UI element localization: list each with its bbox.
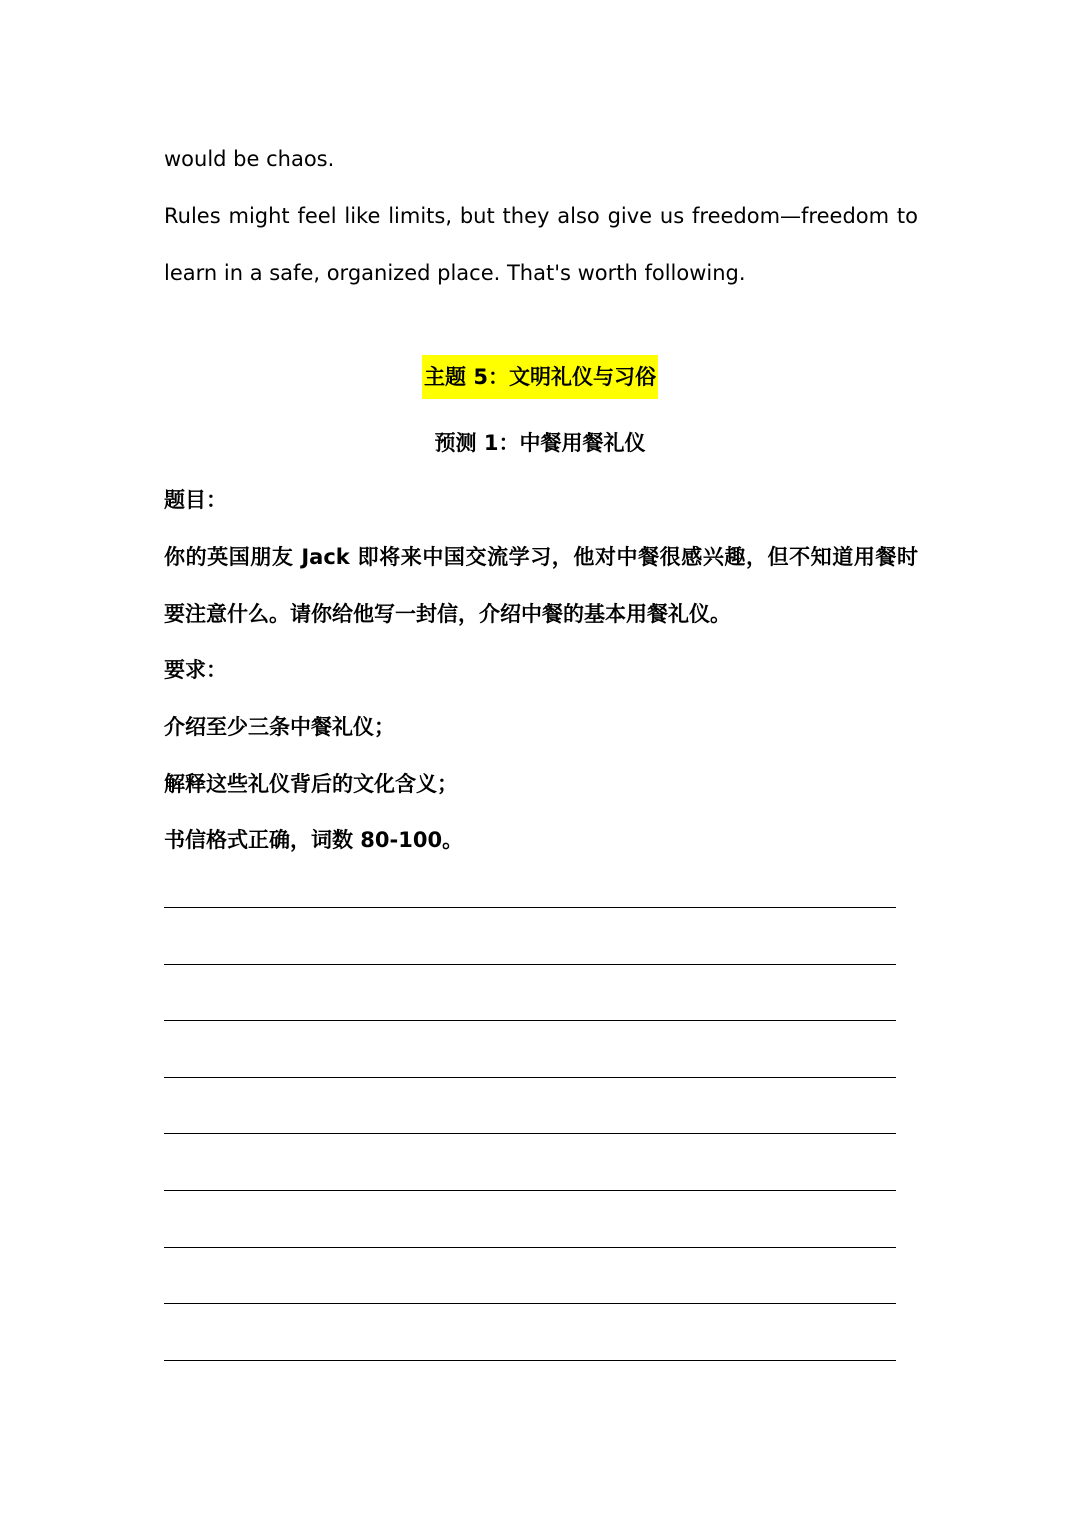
answer-line xyxy=(164,1303,896,1304)
answer-line xyxy=(164,964,896,965)
prediction-subtitle: 预测 1：中餐用餐礼仪 xyxy=(434,431,646,455)
question-text-line-2: 要注意什么。请你给他写一封信，介绍中餐的基本用餐礼仪。 xyxy=(164,602,731,626)
requirement-item: 书信格式正确，词数 80-100。 xyxy=(164,828,464,852)
requirement-item: 解释这些礼仪背后的文化含义； xyxy=(164,772,458,796)
passage-line-3: learn in a safe, organized place. That's worth following. xyxy=(164,261,746,285)
requirement-item: 介绍至少三条中餐礼仪； xyxy=(164,715,395,739)
topic-title: 主题 5：文明礼仪与习俗 xyxy=(422,355,658,399)
answer-line xyxy=(164,1133,896,1134)
topic-title-wrap xyxy=(0,355,1080,399)
question-label: 题目： xyxy=(164,488,227,512)
passage-line-1: would be chaos. xyxy=(164,147,335,171)
passage-line-2: Rules might feel like limits, but they also give us freedom—freedom to xyxy=(164,204,918,228)
answer-line xyxy=(164,1190,896,1191)
subtitle-wrap xyxy=(0,428,1080,458)
answer-line xyxy=(164,1360,896,1361)
answer-line xyxy=(164,1247,896,1248)
question-text-line-1: 你的英国朋友 Jack 即将来中国交流学习，他对中餐很感兴趣，但不知道用餐时 xyxy=(164,545,918,569)
answer-line xyxy=(164,1077,896,1078)
requirements-label: 要求： xyxy=(164,658,227,682)
answer-line xyxy=(164,907,896,908)
answer-line xyxy=(164,1020,896,1021)
